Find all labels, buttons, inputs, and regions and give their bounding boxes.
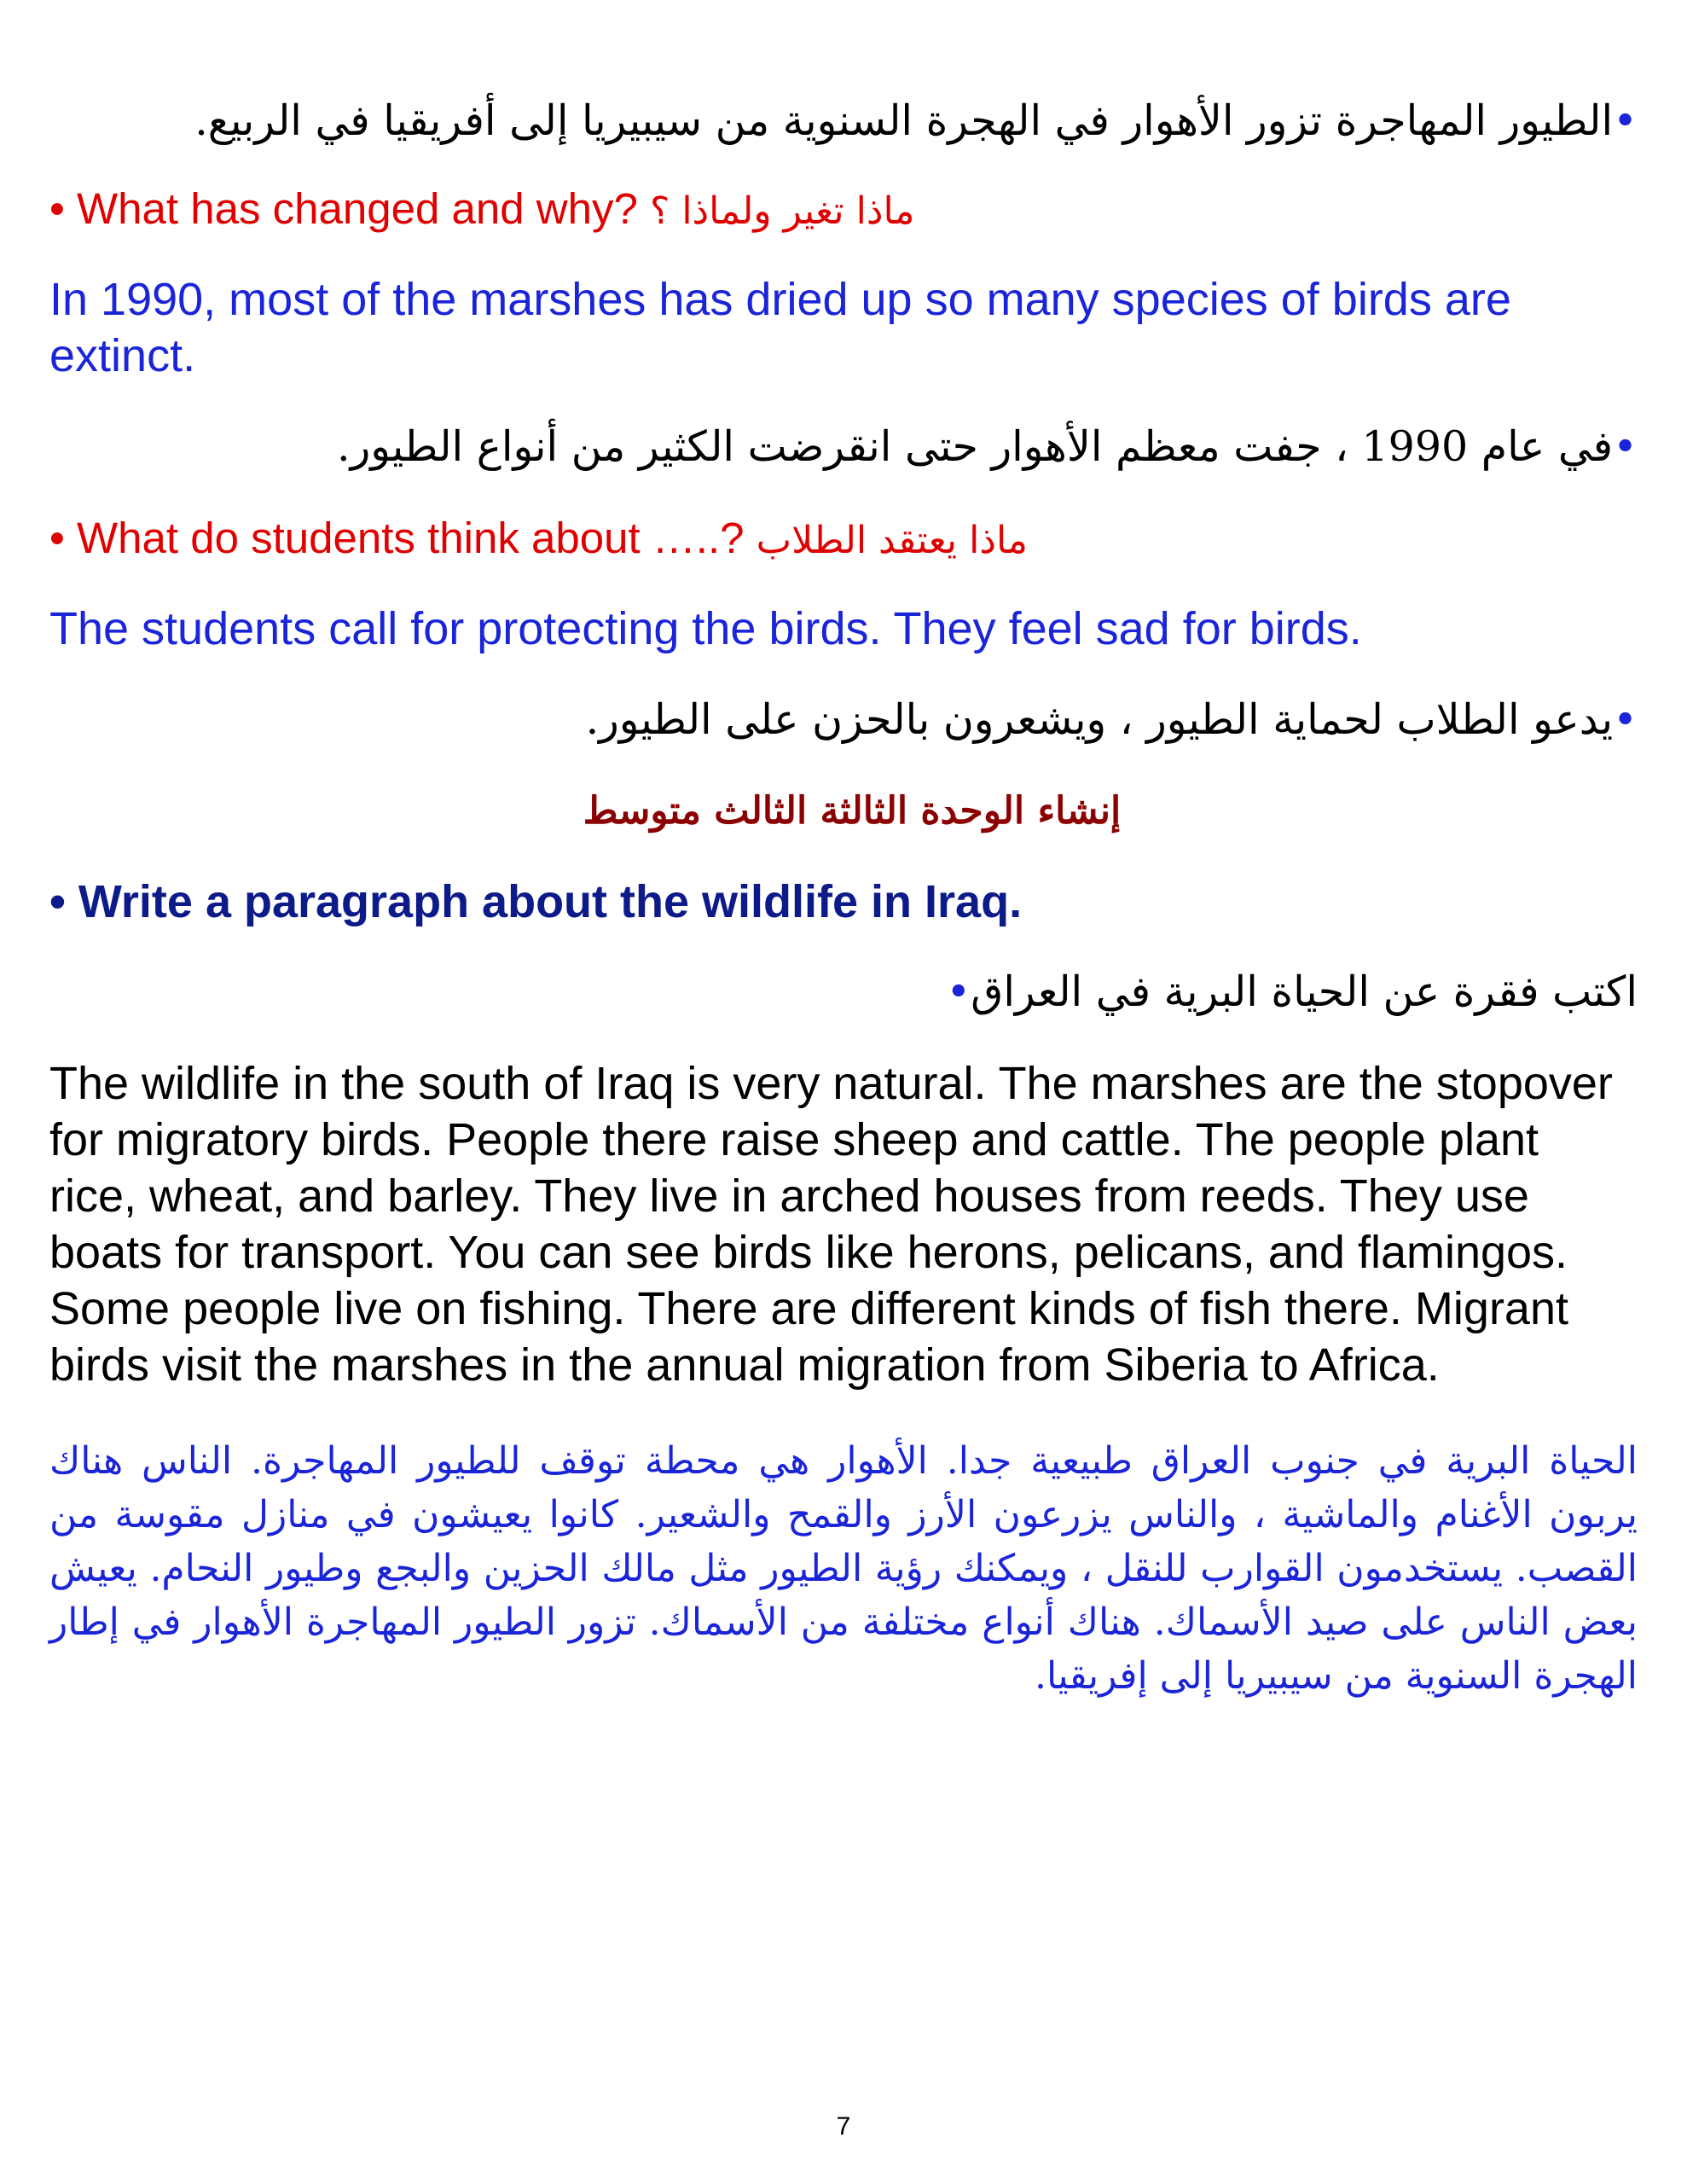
question-students-think-ar: ماذا يعتقد الطلاب [756, 518, 1028, 562]
arabic-1990-text: في عام 1990 ، جفت معظم الأهوار حتى انقرضت الكثير من أنواع الطيور. [337, 421, 1614, 471]
bullet: • [49, 513, 65, 562]
question-students-think [49, 512, 1638, 564]
essay-paragraph-en: The wildlife in the south of Iraq is very natural. The marshes are the stopover for migratory birds. People there raise sheep and cattle. The people plant rice, wheat, and barley. They live in arched houses from reeds. They use boats for transport. You can see birds like herons, pelicans, and flamingos. Some people live on fishing. There are different kinds of fish there. Migrant birds visit the marshes in the annual migration from Siberia to Africa. [49, 1058, 1613, 1391]
answer-what-changed: In 1990, most of the marshes has dried up so many species of birds are extinct. [49, 273, 1511, 381]
bullet: • [1613, 421, 1638, 471]
essay-task-en-text: Write a paragraph about the wildlife in Iraq. [78, 876, 1023, 928]
arabic-students-text: يدعو الطلاب لحماية الطيور ، ويشعرون بالحزن على الطيور. [585, 694, 1614, 744]
arabic-migrant-birds-line [49, 96, 1638, 147]
bullet: • [49, 876, 66, 928]
page-number: 7 [836, 2112, 851, 2140]
essay-paragraph-ar: الحياة البرية في جنوب العراق طبيعية جدا. الأهوار هي محطة توقف للطيور المهاجرة. الناس هناك يربون الأغنام والماشية ، والناس يزرعون الأرز والقمح والشعير. كانوا يعيشون في منازل مقوسة من القصب. يستخدمون القوارب للنقل ، ويمكنك رؤية الطيور مثل مالك الحزين والبجع وطيور النحام. يعيش بعض الناس على صيد الأسماك. هناك أنواع مختلفة من الأسماك. تزور الطيور المهاجرة الأهوار في إطار الهجرة السنوية من سيبيريا إلى إفريقيا. [49, 1439, 1638, 1699]
question-what-changed-en: What has changed and why? [77, 183, 638, 233]
arabic-students-line [49, 695, 1638, 746]
question-students-think-en: What do students think about …..? [77, 513, 745, 562]
bullet: • [1613, 694, 1638, 744]
essay-task-en [49, 875, 1638, 928]
question-what-changed-ar: ماذا تغير ولماذا ؟ [649, 189, 915, 233]
essay-task-ar [49, 967, 1638, 1018]
bullet: • [946, 967, 971, 1017]
bullet: • [1613, 96, 1638, 145]
arabic-1990-line [49, 422, 1638, 473]
essay-task-ar-text: اكتب فقرة عن الحياة البرية في العراق [971, 967, 1638, 1017]
bullet: • [49, 183, 65, 233]
question-what-changed [49, 183, 1638, 235]
worksheet-page [49, 81, 1638, 1703]
arabic-migrant-birds-text: الطيور المهاجرة تزور الأهوار في الهجرة السنوية من سيبيريا إلى أفريقيا في الربيع. [194, 96, 1614, 145]
answer-students-think: The students call for protecting the birds. They feel sad for birds. [49, 602, 1362, 654]
essay-heading: إنشاء الوحدة الثالثة الثالث متوسط [583, 789, 1122, 834]
